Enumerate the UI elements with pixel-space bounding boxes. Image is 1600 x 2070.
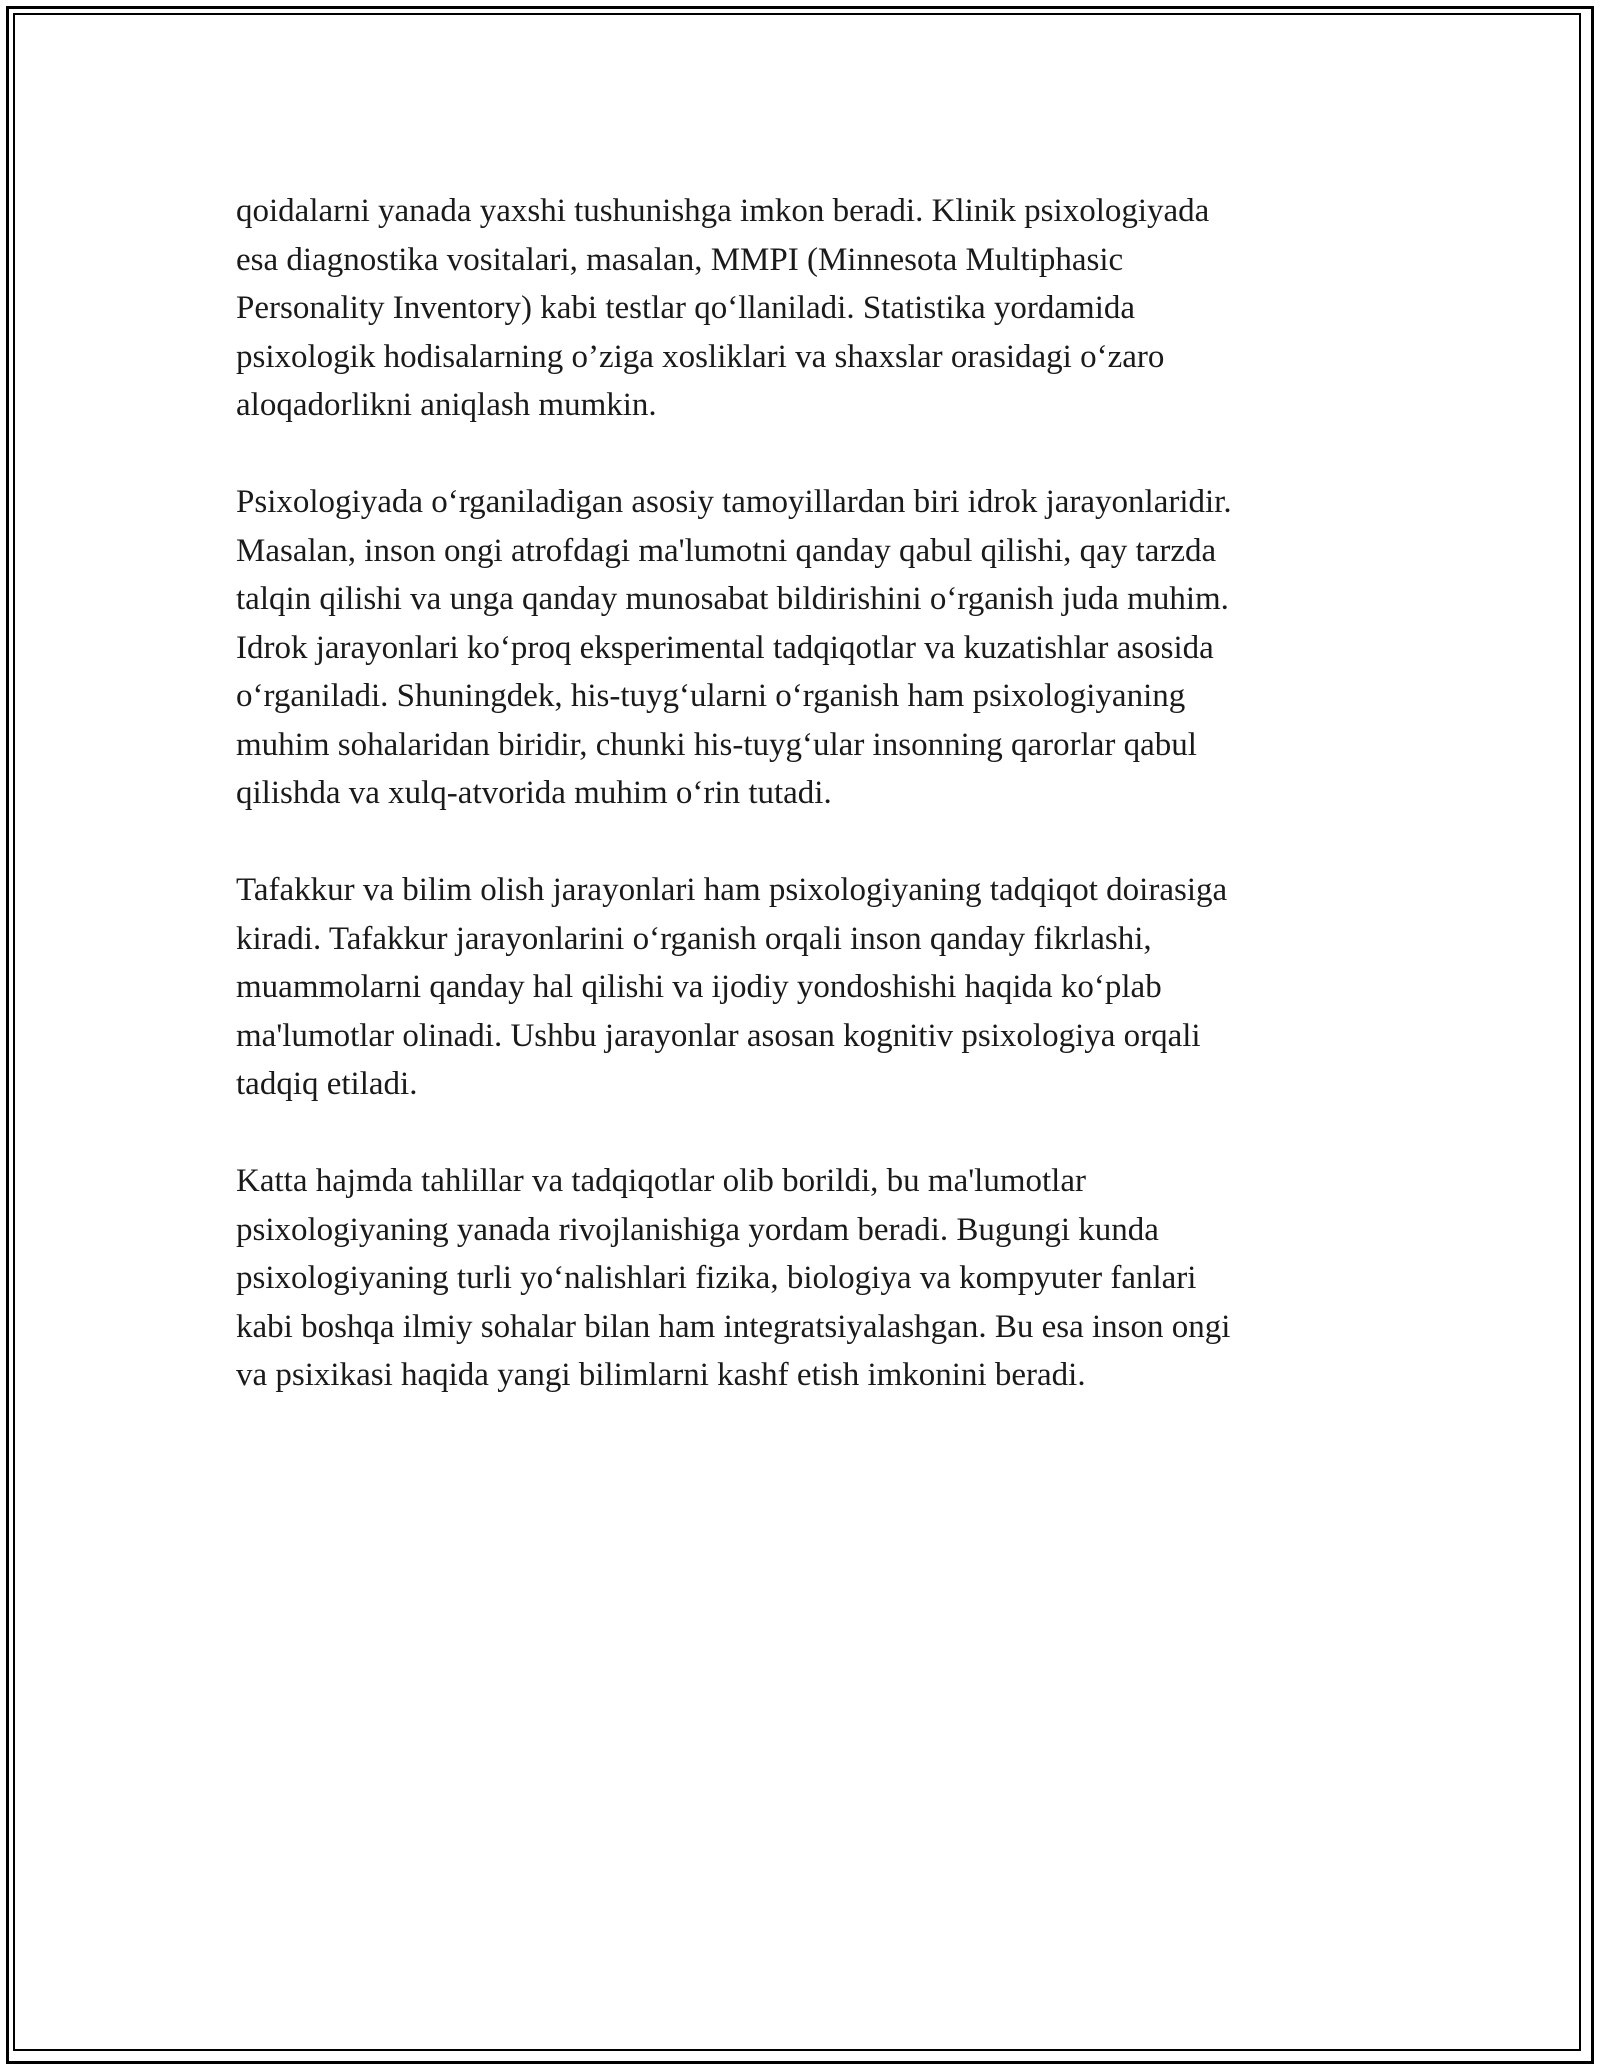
text-line: talqin qilishi va unga qanday munosabat bildirishini o‘rganish juda muhim. — [236, 581, 1229, 617]
paragraph-1 — [236, 187, 1366, 430]
text-line: aloqadorlikni aniqlash mumkin. — [236, 387, 657, 423]
paragraph-2 — [236, 478, 1366, 818]
text-line: Psixologiyada o‘rganiladigan asosiy tamoyillardan biri idrok jarayonlaridir. — [236, 484, 1232, 520]
text-line: psixologik hodisalarning o’ziga xosliklari va shaxslar orasidagi o‘zaro — [236, 338, 1165, 375]
text-line: kabi boshqa ilmiy sohalar bilan ham integratsiyalashgan. Bu esa inson ongi — [236, 1308, 1231, 1345]
text-line: muammolarni qanday hal qilishi va ijodiy yondoshishi haqida ko‘plab — [236, 969, 1162, 1005]
text-line: qoidalarni yanada yaxshi tushunishga imkon beradi. Klinik psixologiyada — [236, 193, 1210, 229]
document-body — [236, 187, 1366, 1448]
text-line: Idrok jarayonlari ko‘proq eksperimental tadqiqotlar va kuzatishlar asosida — [236, 629, 1214, 666]
text-line: kiradi. Tafakkur jarayonlarini o‘rganish orqali inson qanday fikrlashi, — [236, 920, 1152, 957]
text-line: Masalan, inson ongi atrofdagi ma'lumotni qanday qabul qilishi, qay tarzda — [236, 532, 1217, 569]
paragraph-4 — [236, 1157, 1366, 1400]
text-line: psixologiyaning yanada rivojlanishiga yordam beradi. Bugungi kunda — [236, 1211, 1159, 1248]
paragraph-3 — [236, 866, 1366, 1109]
text-line: Katta hajmda tahlillar va tadqiqotlar olib borildi, bu ma'lumotlar — [236, 1163, 1086, 1199]
text-line: va psixikasi haqida yangi bilimlarni kashf etish imkonini beradi. — [236, 1357, 1086, 1393]
text-line: tadqiq etiladi. — [236, 1066, 418, 1102]
text-line: psixologiyaning turli yo‘nalishlari fizika, biologiya va kompyuter fanlari — [236, 1260, 1197, 1296]
text-line: Tafakkur va bilim olish jarayonlari ham psixologiyaning tadqiqot doirasiga — [236, 872, 1228, 908]
text-line: ma'lumotlar olinadi. Ushbu jarayonlar asosan kognitiv psixologiya orqali — [236, 1017, 1201, 1054]
text-line: Personality Inventory) kabi testlar qo‘llaniladi. Statistika yordamida — [236, 290, 1136, 326]
text-line: esa diagnostika vositalari, masalan, MMPI (Minnesota Multiphasic — [236, 241, 1124, 278]
text-line: qilishda va xulq-atvorida muhim o‘rin tutadi. — [236, 775, 832, 811]
text-line: o‘rganiladi. Shuningdek, his-tuyg‘ularni o‘rganish ham psixologiyaning — [236, 678, 1186, 714]
text-line: muhim sohalaridan biridir, chunki his-tuyg‘ular insonning qarorlar qabul — [236, 726, 1197, 763]
